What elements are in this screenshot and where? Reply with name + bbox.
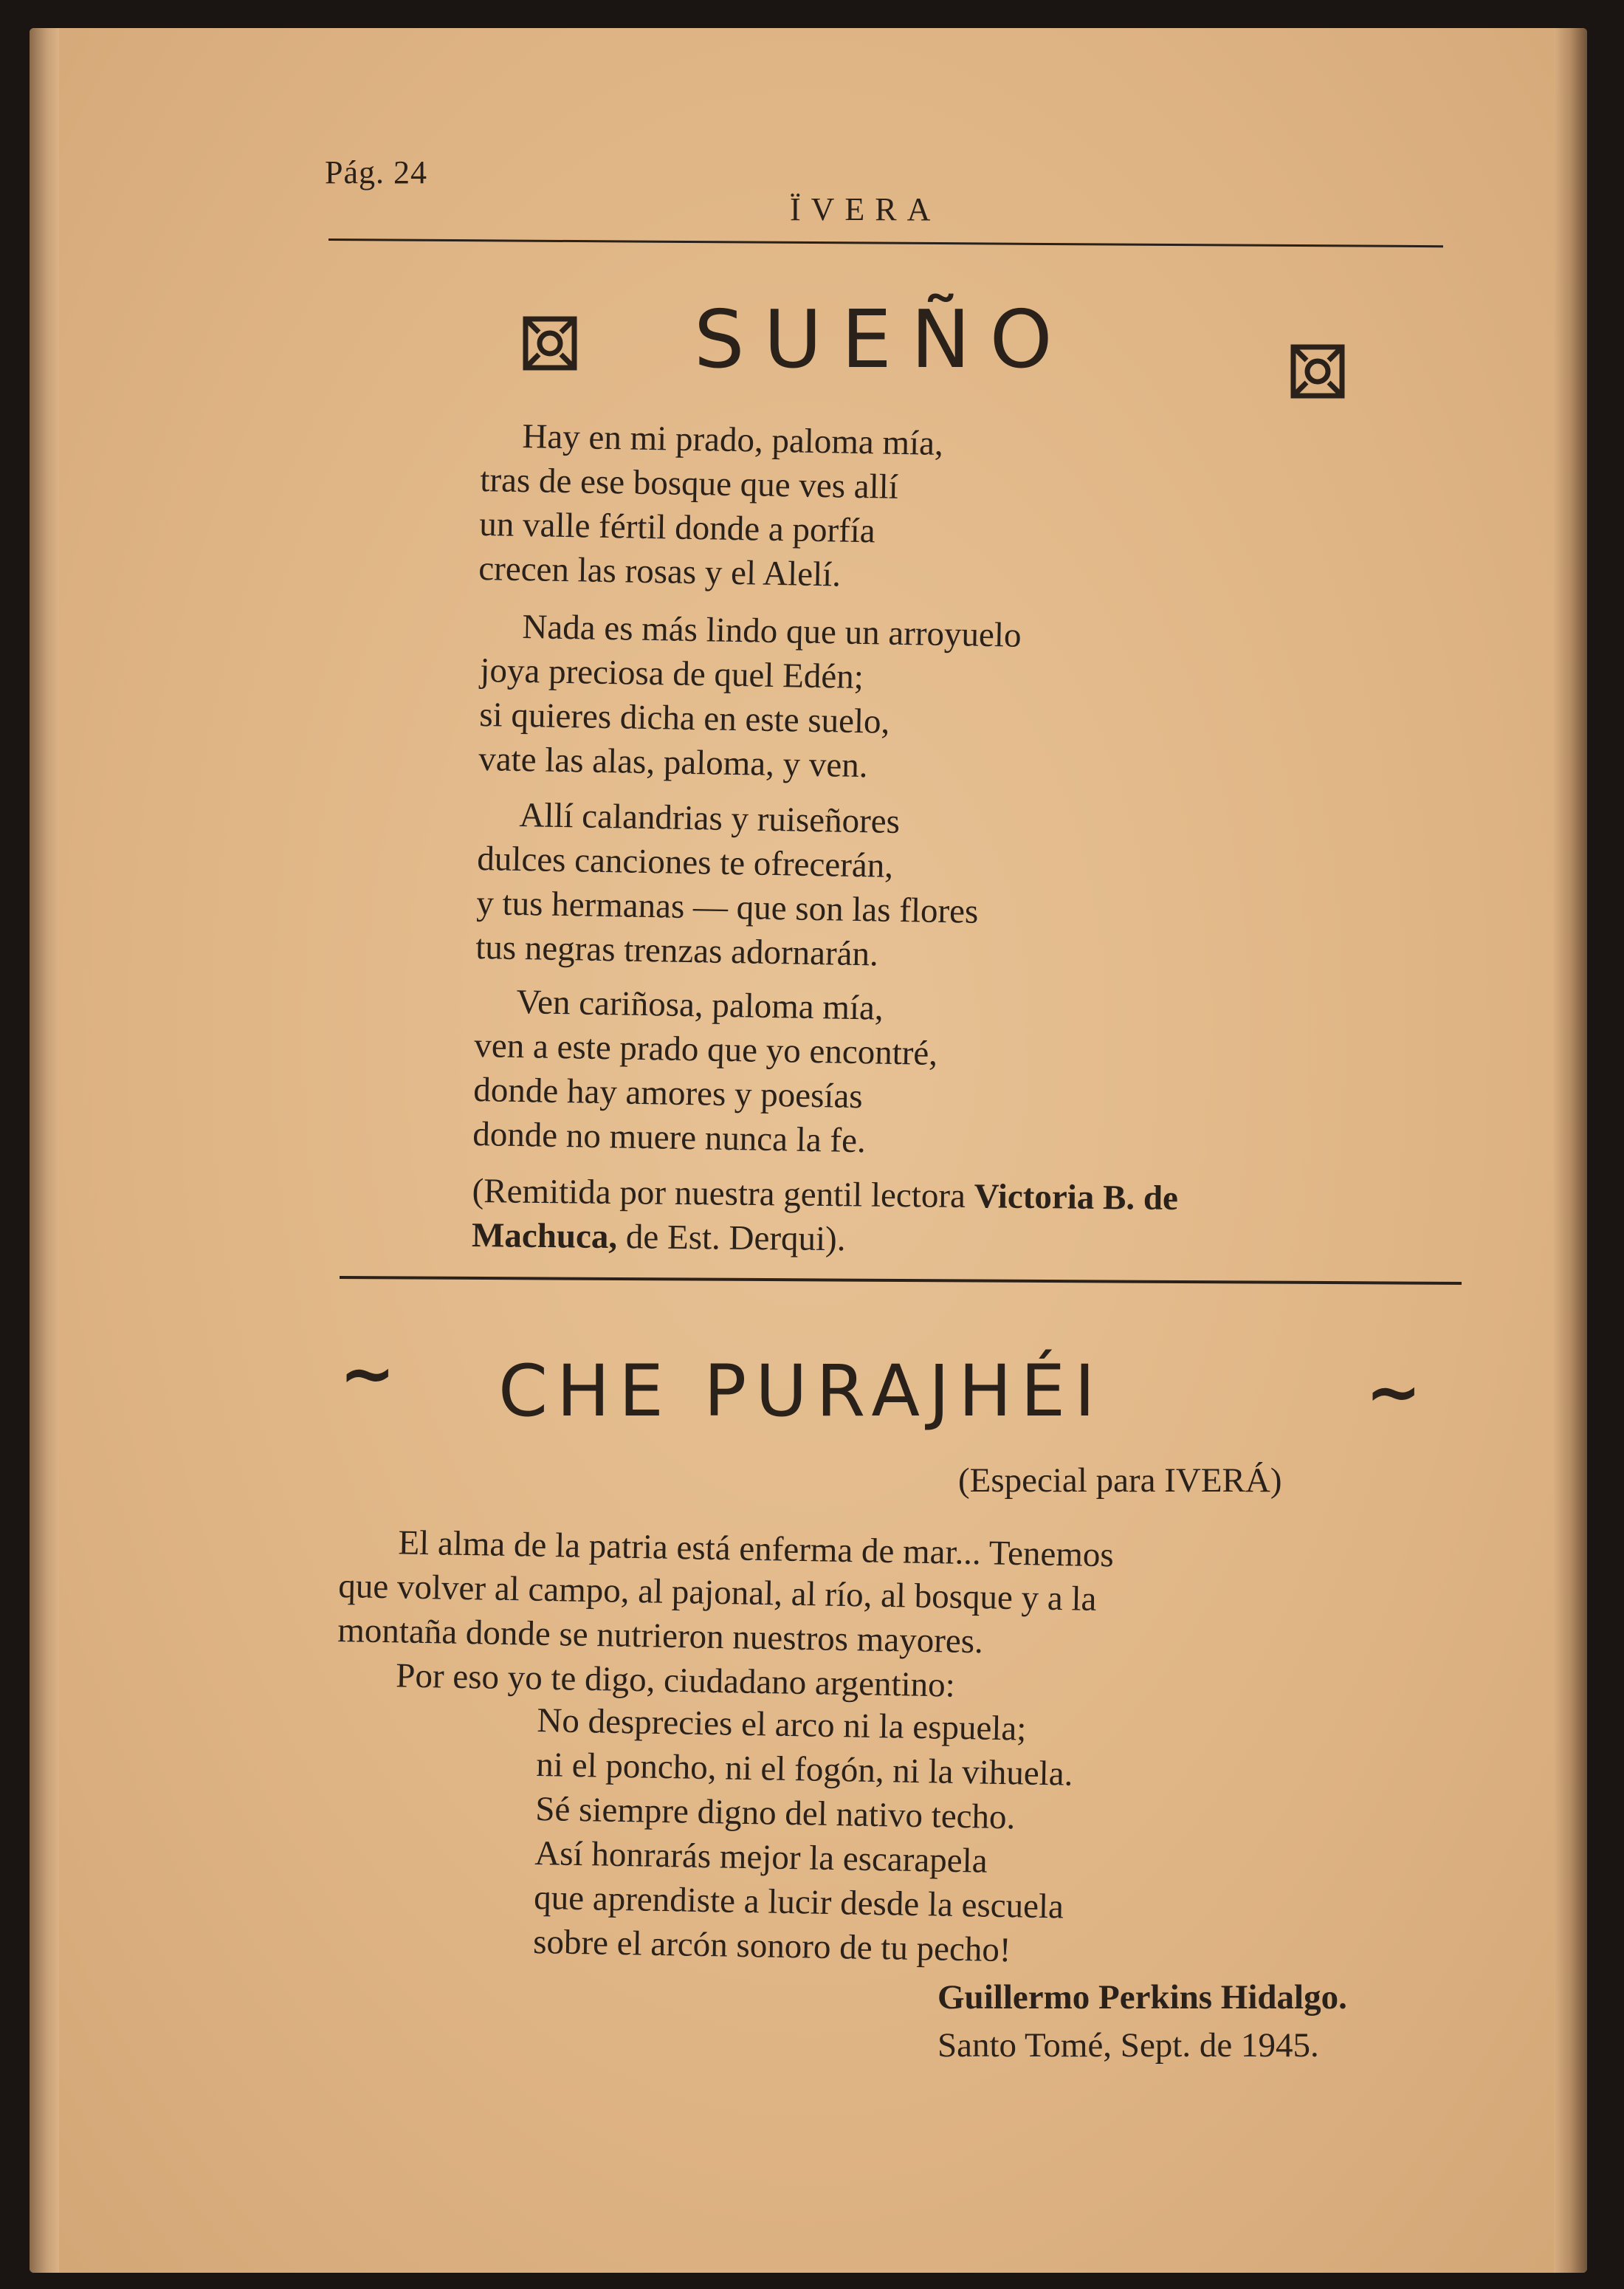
verse-line: No desprecies el arco ni la espuela; xyxy=(537,1701,1027,1749)
verse-line: Nada es más lindo que un arroyuelo xyxy=(522,607,1022,655)
verse-line: donde no muere nunca la fe. xyxy=(472,1114,867,1161)
ornament-right-icon xyxy=(1284,338,1351,405)
poem2-title: CHE PURAJHÉI xyxy=(498,1350,1104,1432)
credit-place: de Est. Derqui). xyxy=(616,1218,846,1259)
verse-line: y tus hermanas — que son las flores xyxy=(475,883,979,931)
verse-line: donde hay amores y poesías xyxy=(472,1070,864,1116)
verse-line: Ven cariñosa, paloma mía, xyxy=(516,982,884,1028)
verse-line: un valle fértil donde a porfía xyxy=(478,504,876,551)
section-divider xyxy=(340,1276,1462,1285)
verse-line: crecen las rosas y el Alelí. xyxy=(478,549,842,594)
prose-line: montaña donde se nutrieron nuestros mayores. xyxy=(337,1610,984,1661)
poem1-stanza-4 xyxy=(472,979,939,1164)
verse-line: Sé siempre digno del nativo techo. xyxy=(534,1789,1016,1837)
credit-text: (Remitida por nuestra gentil lectora xyxy=(472,1171,974,1216)
prose-line: que volver al campo, al pajonal, al río, al bosque y a la xyxy=(337,1566,1097,1619)
verse-line: Hay en mi prado, paloma mía, xyxy=(522,416,944,463)
verse-line: si quieres dicha en este suelo, xyxy=(478,695,890,741)
poem1-stanza-3 xyxy=(475,792,980,978)
prose-line: Por eso yo te digo, ciudadano argentino: xyxy=(395,1656,956,1705)
page-edge xyxy=(1554,28,1587,2273)
poem2-prose xyxy=(337,1520,1506,1717)
verse-line: Allí calandrias y ruiseñores xyxy=(519,795,901,841)
page-spine xyxy=(30,28,59,2273)
verse-line: ni el poncho, ni el fogón, ni la vihuela. xyxy=(535,1745,1073,1794)
poem1-stanza-1 xyxy=(478,413,943,599)
verse-line: tus negras trenzas adornarán. xyxy=(475,927,879,974)
verse-line: tras de ese bosque que ves allí xyxy=(479,460,899,507)
poem2-verse xyxy=(533,1698,1074,1974)
verse-line: dulces canciones te ofrecerán, xyxy=(476,839,894,885)
magazine-page xyxy=(30,28,1587,2273)
header-rule xyxy=(328,238,1443,247)
squiggle-right-icon: ~ xyxy=(1366,1353,1422,1431)
author-signature: Guillermo Perkins Hidalgo. xyxy=(937,1978,1347,2017)
poem1-credit xyxy=(472,1169,1178,1265)
prose-line: El alma de la patria está enferma de mar... Tenemos xyxy=(398,1523,1115,1575)
verse-line: vate las alas, paloma, y ven. xyxy=(478,739,868,786)
poem1-stanza-2 xyxy=(478,604,1022,791)
poem2-subtitle: (Especial para IVERÁ) xyxy=(958,1461,1282,1500)
credit-author-surname: Machuca, xyxy=(471,1215,618,1257)
poem1-title: SUEÑO xyxy=(694,294,1072,386)
magazine-title: ÏVERA xyxy=(790,191,941,227)
page-number: Pág. 24 xyxy=(325,154,427,191)
verse-line: ven a este prado que yo encontré, xyxy=(473,1026,938,1073)
verse-line: sobre el arcón sonoro de tu pecho! xyxy=(532,1922,1011,1970)
ornament-left-icon xyxy=(517,310,583,377)
verse-line: Así honrarás mejor la escarapela xyxy=(534,1833,988,1881)
squiggle-left-icon: ~ xyxy=(340,1335,396,1413)
place-date: Santo Tomé, Sept. de 1945. xyxy=(937,2026,1319,2065)
verse-line: joya preciosa de quel Edén; xyxy=(479,651,864,697)
credit-author: Victoria B. de xyxy=(974,1177,1179,1218)
verse-line: que aprendiste a lucir desde la escuela xyxy=(533,1878,1064,1926)
